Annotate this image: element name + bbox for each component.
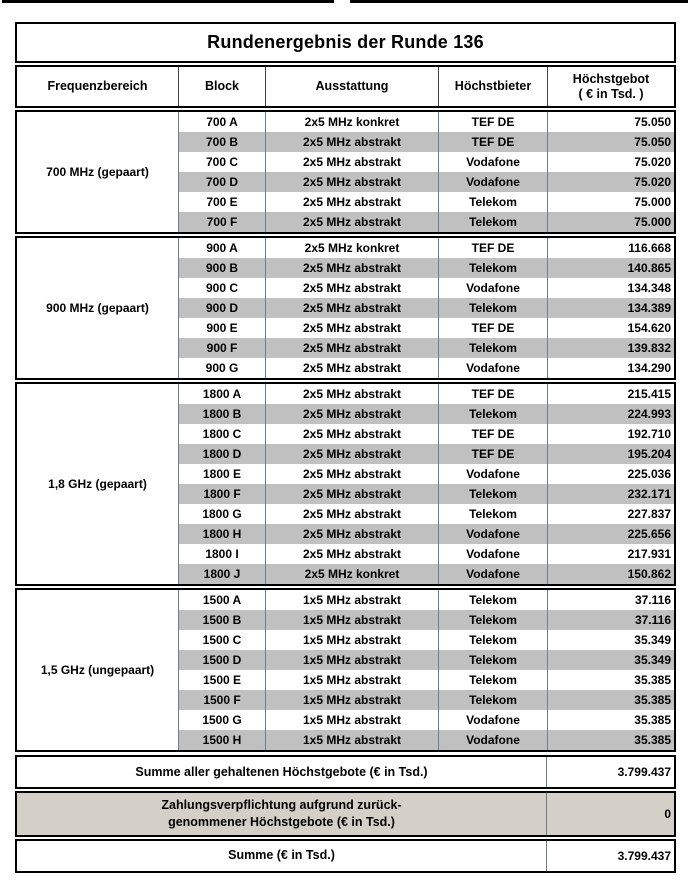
frequency-band-cell: 900 MHz (gepaart) xyxy=(17,238,178,378)
summary-label-line: genommener Höchstgebote (€ in Tsd.) xyxy=(168,814,395,829)
table-row xyxy=(178,212,674,232)
equip-cell: 2x5 MHz abstrakt xyxy=(265,298,438,318)
section-rows xyxy=(178,112,674,232)
bidder-cell: Vodafone xyxy=(438,152,547,172)
equip-cell: 1x5 MHz abstrakt xyxy=(265,670,438,690)
column-header-3 xyxy=(438,67,547,106)
block-cell: 1500 E xyxy=(178,670,265,690)
table-row xyxy=(178,384,674,404)
bid-cell: 134.389 xyxy=(547,298,674,318)
table-row xyxy=(178,504,674,524)
block-cell: 1500 D xyxy=(178,650,265,670)
table-row xyxy=(178,238,674,258)
summary-label xyxy=(17,793,546,835)
bidder-cell: Vodafone xyxy=(438,564,547,584)
column-header-label: Frequenzbereich xyxy=(47,79,148,93)
table-row xyxy=(178,710,674,730)
bid-cell: 134.290 xyxy=(547,358,674,378)
block-cell: 900 E xyxy=(178,318,265,338)
equip-cell: 2x5 MHz abstrakt xyxy=(265,384,438,404)
bidder-cell: Telekom xyxy=(438,484,547,504)
equip-cell: 2x5 MHz abstrakt xyxy=(265,524,438,544)
bidder-cell: Telekom xyxy=(438,338,547,358)
bid-cell: 116.668 xyxy=(547,238,674,258)
block-cell: 700 B xyxy=(178,132,265,152)
column-header-sublabel: ( € in Tsd. ) xyxy=(578,86,644,101)
bid-cell: 35.385 xyxy=(547,690,674,710)
bidder-cell: Vodafone xyxy=(438,172,547,192)
block-cell: 1800 J xyxy=(178,564,265,584)
bid-cell: 35.385 xyxy=(547,730,674,750)
block-cell: 1500 F xyxy=(178,690,265,710)
bid-cell: 139.832 xyxy=(547,338,674,358)
bid-cell: 227.837 xyxy=(547,504,674,524)
bidder-cell: Vodafone xyxy=(438,278,547,298)
block-cell: 900 C xyxy=(178,278,265,298)
bidder-cell: Telekom xyxy=(438,504,547,524)
block-cell: 1800 E xyxy=(178,464,265,484)
bid-cell: 225.656 xyxy=(547,524,674,544)
table-row xyxy=(178,404,674,424)
column-header-label: Ausstattung xyxy=(315,79,389,93)
block-cell: 1800 I xyxy=(178,544,265,564)
bidder-cell: TEF DE xyxy=(438,112,547,132)
table-row xyxy=(178,564,674,584)
table-row xyxy=(178,278,674,298)
block-cell: 700 D xyxy=(178,172,265,192)
table-row xyxy=(178,192,674,212)
column-header-4 xyxy=(547,67,674,106)
equip-cell: 2x5 MHz abstrakt xyxy=(265,424,438,444)
bidder-cell: Telekom xyxy=(438,590,547,610)
summary-value: 3.799.437 xyxy=(546,841,674,871)
bid-cell: 192.710 xyxy=(547,424,674,444)
equip-cell: 2x5 MHz konkret xyxy=(265,112,438,132)
equip-cell: 1x5 MHz abstrakt xyxy=(265,590,438,610)
equip-cell: 2x5 MHz abstrakt xyxy=(265,444,438,464)
summary-value: 3.799.437 xyxy=(546,757,674,787)
bidder-cell: Telekom xyxy=(438,192,547,212)
bidder-cell: Telekom xyxy=(438,610,547,630)
table-row xyxy=(178,318,674,338)
equip-cell: 2x5 MHz abstrakt xyxy=(265,278,438,298)
bid-cell: 75.000 xyxy=(547,212,674,232)
equip-cell: 2x5 MHz konkret xyxy=(265,564,438,584)
table-row xyxy=(178,172,674,192)
equip-cell: 2x5 MHz abstrakt xyxy=(265,212,438,232)
summary-label-line: Summe (€ in Tsd.) xyxy=(228,848,335,863)
table-row xyxy=(178,258,674,278)
bid-cell: 134.348 xyxy=(547,278,674,298)
table-row xyxy=(178,670,674,690)
bidder-cell: Vodafone xyxy=(438,710,547,730)
block-cell: 1800 D xyxy=(178,444,265,464)
summary-value: 0 xyxy=(546,793,674,835)
bidder-cell: Telekom xyxy=(438,630,547,650)
block-cell: 1500 A xyxy=(178,590,265,610)
bid-cell: 75.050 xyxy=(547,112,674,132)
block-cell: 1500 B xyxy=(178,610,265,630)
bidder-cell: Telekom xyxy=(438,670,547,690)
summary-label xyxy=(17,841,546,871)
block-cell: 900 D xyxy=(178,298,265,318)
equip-cell: 2x5 MHz abstrakt xyxy=(265,338,438,358)
bid-cell: 35.385 xyxy=(547,670,674,690)
equip-cell: 2x5 MHz abstrakt xyxy=(265,404,438,424)
equip-cell: 2x5 MHz abstrakt xyxy=(265,152,438,172)
table-row xyxy=(178,630,674,650)
table-row xyxy=(178,464,674,484)
equip-cell: 2x5 MHz abstrakt xyxy=(265,318,438,338)
equip-cell: 1x5 MHz abstrakt xyxy=(265,630,438,650)
bid-cell: 217.931 xyxy=(547,544,674,564)
table-row xyxy=(178,650,674,670)
bidder-cell: Vodafone xyxy=(438,544,547,564)
block-cell: 1800 H xyxy=(178,524,265,544)
bidder-cell: TEF DE xyxy=(438,318,547,338)
block-cell: 1800 F xyxy=(178,484,265,504)
equip-cell: 1x5 MHz abstrakt xyxy=(265,690,438,710)
bid-cell: 224.993 xyxy=(547,404,674,424)
block-cell: 900 G xyxy=(178,358,265,378)
table-row xyxy=(178,590,674,610)
frequency-section xyxy=(15,382,676,586)
summary-row xyxy=(15,791,676,837)
table-row xyxy=(178,112,674,132)
frequency-section xyxy=(15,110,676,234)
bidder-cell: Telekom xyxy=(438,690,547,710)
table-row xyxy=(178,610,674,630)
bid-cell: 37.116 xyxy=(547,610,674,630)
block-cell: 1500 C xyxy=(178,630,265,650)
block-cell: 1800 B xyxy=(178,404,265,424)
table-row xyxy=(178,544,674,564)
table-row xyxy=(178,484,674,504)
bid-cell: 150.862 xyxy=(547,564,674,584)
equip-cell: 2x5 MHz abstrakt xyxy=(265,172,438,192)
table-row xyxy=(178,444,674,464)
summary-label-line: Zahlungsverpflichtung aufgrund zurück- xyxy=(161,798,402,812)
bidder-cell: TEF DE xyxy=(438,384,547,404)
summary-row xyxy=(15,755,676,789)
title-box xyxy=(15,22,676,63)
frequency-section xyxy=(15,236,676,380)
table-row xyxy=(178,338,674,358)
bidder-cell: Vodafone xyxy=(438,730,547,750)
bidder-cell: Telekom xyxy=(438,298,547,318)
bid-cell: 75.050 xyxy=(547,132,674,152)
bid-cell: 35.385 xyxy=(547,710,674,730)
bid-cell: 37.116 xyxy=(547,590,674,610)
block-cell: 1500 H xyxy=(178,730,265,750)
block-cell: 900 B xyxy=(178,258,265,278)
bid-cell: 140.865 xyxy=(547,258,674,278)
equip-cell: 2x5 MHz abstrakt xyxy=(265,358,438,378)
block-cell: 700 E xyxy=(178,192,265,212)
block-cell: 900 A xyxy=(178,238,265,258)
bid-cell: 225.036 xyxy=(547,464,674,484)
page-title: Rundenergebnis der Runde 136 xyxy=(207,32,484,52)
bid-cell: 232.171 xyxy=(547,484,674,504)
equip-cell: 2x5 MHz abstrakt xyxy=(265,504,438,524)
frequency-band-cell: 1,8 GHz (gepaart) xyxy=(17,384,178,584)
section-rows xyxy=(178,590,674,750)
equip-cell: 2x5 MHz abstrakt xyxy=(265,464,438,484)
table-row xyxy=(178,424,674,444)
block-cell: 900 F xyxy=(178,338,265,358)
bid-cell: 75.020 xyxy=(547,152,674,172)
column-header-2 xyxy=(265,67,438,106)
equip-cell: 2x5 MHz abstrakt xyxy=(265,484,438,504)
frequency-band-cell: 700 MHz (gepaart) xyxy=(17,112,178,232)
bid-cell: 35.349 xyxy=(547,650,674,670)
block-cell: 700 C xyxy=(178,152,265,172)
block-cell: 1500 G xyxy=(178,710,265,730)
table-row xyxy=(178,524,674,544)
table-body xyxy=(0,110,690,752)
frequency-section xyxy=(15,588,676,752)
bidder-cell: TEF DE xyxy=(438,238,547,258)
equip-cell: 1x5 MHz abstrakt xyxy=(265,710,438,730)
top-rule-left xyxy=(2,0,334,3)
equip-cell: 2x5 MHz abstrakt xyxy=(265,258,438,278)
bidder-cell: Telekom xyxy=(438,212,547,232)
top-rule-right xyxy=(350,0,688,3)
summary-row xyxy=(15,839,676,873)
table-row xyxy=(178,690,674,710)
block-cell: 1800 C xyxy=(178,424,265,444)
column-header-label: Höchstgebot xyxy=(572,71,650,86)
bid-cell: 215.415 xyxy=(547,384,674,404)
equip-cell: 2x5 MHz konkret xyxy=(265,238,438,258)
section-rows xyxy=(178,384,674,584)
bid-cell: 75.020 xyxy=(547,172,674,192)
bidder-cell: Vodafone xyxy=(438,464,547,484)
header-row xyxy=(15,65,676,108)
block-cell: 700 F xyxy=(178,212,265,232)
equip-cell: 2x5 MHz abstrakt xyxy=(265,192,438,212)
bid-cell: 154.620 xyxy=(547,318,674,338)
summary-label xyxy=(17,757,546,787)
equip-cell: 1x5 MHz abstrakt xyxy=(265,650,438,670)
bidder-cell: Vodafone xyxy=(438,524,547,544)
block-cell: 700 A xyxy=(178,112,265,132)
table-row xyxy=(178,132,674,152)
column-header-label: Block xyxy=(204,79,240,93)
bid-cell: 75.000 xyxy=(547,192,674,212)
column-header-label: Höchstbieter xyxy=(454,79,532,93)
bidder-cell: Telekom xyxy=(438,650,547,670)
bid-cell: 195.204 xyxy=(547,444,674,464)
equip-cell: 1x5 MHz abstrakt xyxy=(265,730,438,750)
table-row xyxy=(178,298,674,318)
bidder-cell: TEF DE xyxy=(438,444,547,464)
block-cell: 1800 A xyxy=(178,384,265,404)
bidder-cell: Vodafone xyxy=(438,358,547,378)
equip-cell: 1x5 MHz abstrakt xyxy=(265,610,438,630)
equip-cell: 2x5 MHz abstrakt xyxy=(265,544,438,564)
bidder-cell: Telekom xyxy=(438,258,547,278)
frequency-band-cell: 1,5 GHz (ungepaart) xyxy=(17,590,178,750)
bidder-cell: TEF DE xyxy=(438,132,547,152)
section-rows xyxy=(178,238,674,378)
summary-label-line: Summe aller gehaltenen Höchstgebote (€ in Tsd.) xyxy=(135,764,428,779)
column-header-0 xyxy=(17,67,178,106)
block-cell: 1800 G xyxy=(178,504,265,524)
bid-cell: 35.349 xyxy=(547,630,674,650)
table-row xyxy=(178,358,674,378)
bidder-cell: TEF DE xyxy=(438,424,547,444)
summary-section xyxy=(0,755,690,873)
table-row xyxy=(178,152,674,172)
equip-cell: 2x5 MHz abstrakt xyxy=(265,132,438,152)
table-row xyxy=(178,730,674,750)
bidder-cell: Telekom xyxy=(438,404,547,424)
column-header-1 xyxy=(178,67,265,106)
